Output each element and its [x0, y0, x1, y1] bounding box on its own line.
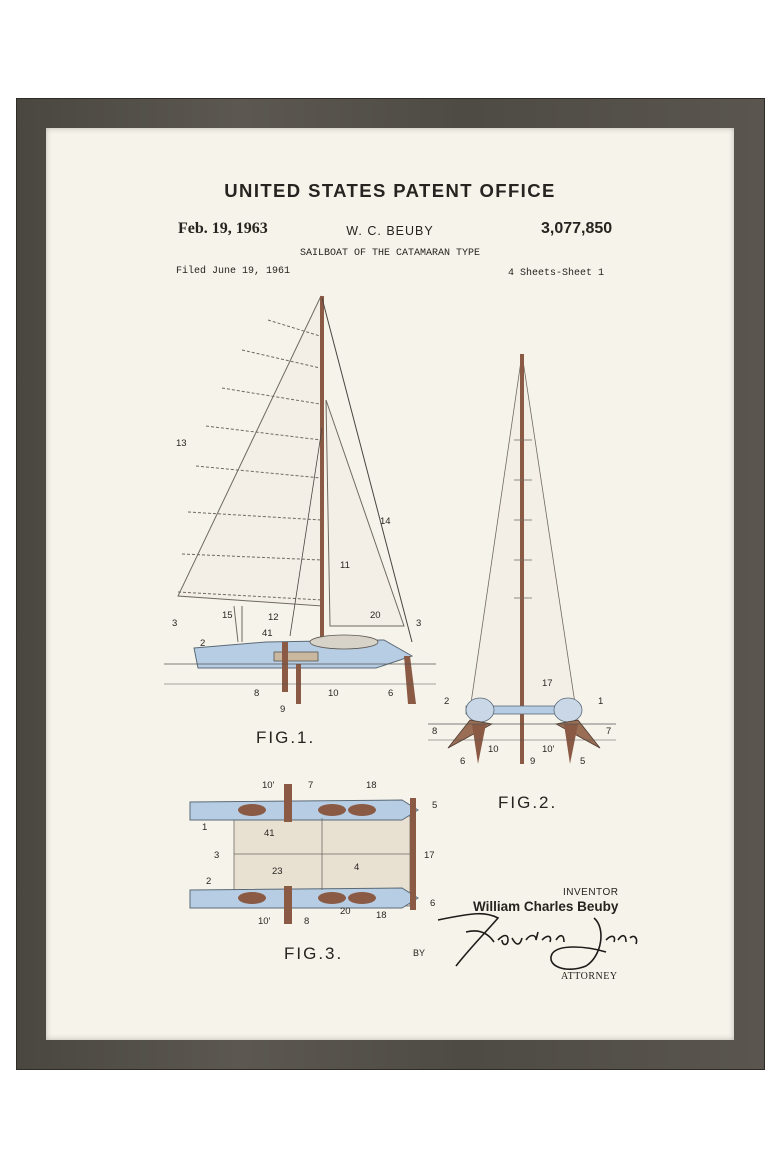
fig3-label-6: 6: [430, 898, 436, 909]
fig2-label-1: 1: [598, 696, 604, 707]
fig3-label-7: 7: [308, 780, 314, 791]
fig3-label-1: 1: [202, 822, 208, 833]
fig1-label-12: 12: [268, 612, 279, 623]
fig1-label-13: 13: [176, 438, 187, 449]
filed-date: Filed June 19, 1961: [176, 266, 291, 277]
fig3-label-17: 17: [424, 850, 435, 861]
patent-number: 3,077,850: [541, 220, 613, 237]
fig1-label-11: 11: [340, 560, 350, 571]
patent-drawings: [46, 128, 734, 1040]
fig2-drawing: [428, 354, 616, 767]
fig3-label-18-top: 18: [366, 780, 377, 791]
patent-print: [46, 128, 734, 1040]
fig1-label-14: 14: [380, 516, 391, 527]
fig3-label-3: 3: [214, 850, 220, 861]
fig2-label-17: 17: [542, 678, 553, 689]
fig2-label-10-prime: 10': [542, 744, 555, 755]
fig1-label-10: 10: [328, 688, 339, 699]
patent-subtitle: SAILBOAT OF THE CATAMARAN TYPE: [299, 248, 481, 259]
by-label: BY: [413, 948, 426, 958]
figure-2-caption: FIG.2.: [498, 793, 558, 812]
fig1-label-3-right: 3: [416, 618, 422, 629]
sheet-count: 4 Sheets-Sheet 1: [508, 268, 605, 279]
fig3-label-4: 4: [354, 862, 360, 873]
fig3-label-18-bottom: 18: [376, 910, 387, 921]
fig3-label-10-prime-top: 10': [262, 780, 275, 791]
figure-3-caption: FIG.3.: [284, 944, 344, 963]
picture-frame: [16, 98, 765, 1070]
fig3-label-5: 5: [432, 800, 438, 811]
fig1-label-8: 8: [254, 688, 260, 699]
inventor-short-name: W. C. BEUBY: [346, 224, 434, 238]
fig3-label-2: 2: [206, 876, 212, 887]
fig2-label-2: 2: [444, 696, 450, 707]
fig2-label-8: 8: [432, 726, 438, 737]
fig2-label-9: 9: [530, 756, 536, 767]
attorney-label: ATTORNEY: [561, 971, 618, 982]
figure-1-caption: FIG.1.: [256, 728, 316, 747]
fig1-label-15: 15: [222, 610, 233, 621]
patent-date: Feb. 19, 1963: [178, 220, 268, 237]
fig2-label-5: 5: [580, 756, 586, 767]
fig3-label-41: 41: [264, 828, 275, 839]
fig1-drawing: [164, 296, 436, 715]
fig1-label-3-left: 3: [172, 618, 178, 629]
fig1-label-41: 41: [262, 628, 273, 639]
fig2-label-10: 10: [488, 744, 499, 755]
fig1-label-6: 6: [388, 688, 394, 699]
fig1-label-9: 9: [280, 704, 286, 715]
fig1-label-20: 20: [370, 610, 381, 621]
fig2-label-7: 7: [606, 726, 612, 737]
fig3-drawing: [190, 780, 437, 927]
fig3-label-8: 8: [304, 916, 310, 927]
attorney-signature: [438, 914, 637, 969]
fig1-label-2: 2: [200, 638, 206, 649]
patent-office-title: UNITED STATES PATENT OFFICE: [224, 180, 556, 201]
fig3-label-20: 20: [340, 906, 351, 917]
fig3-label-23: 23: [272, 866, 283, 877]
fig3-label-10-prime-bottom: 10': [258, 916, 271, 927]
fig2-label-6: 6: [460, 756, 466, 767]
inventor-label: INVENTOR: [563, 887, 619, 898]
inventor-name: William Charles Beuby: [473, 899, 619, 914]
